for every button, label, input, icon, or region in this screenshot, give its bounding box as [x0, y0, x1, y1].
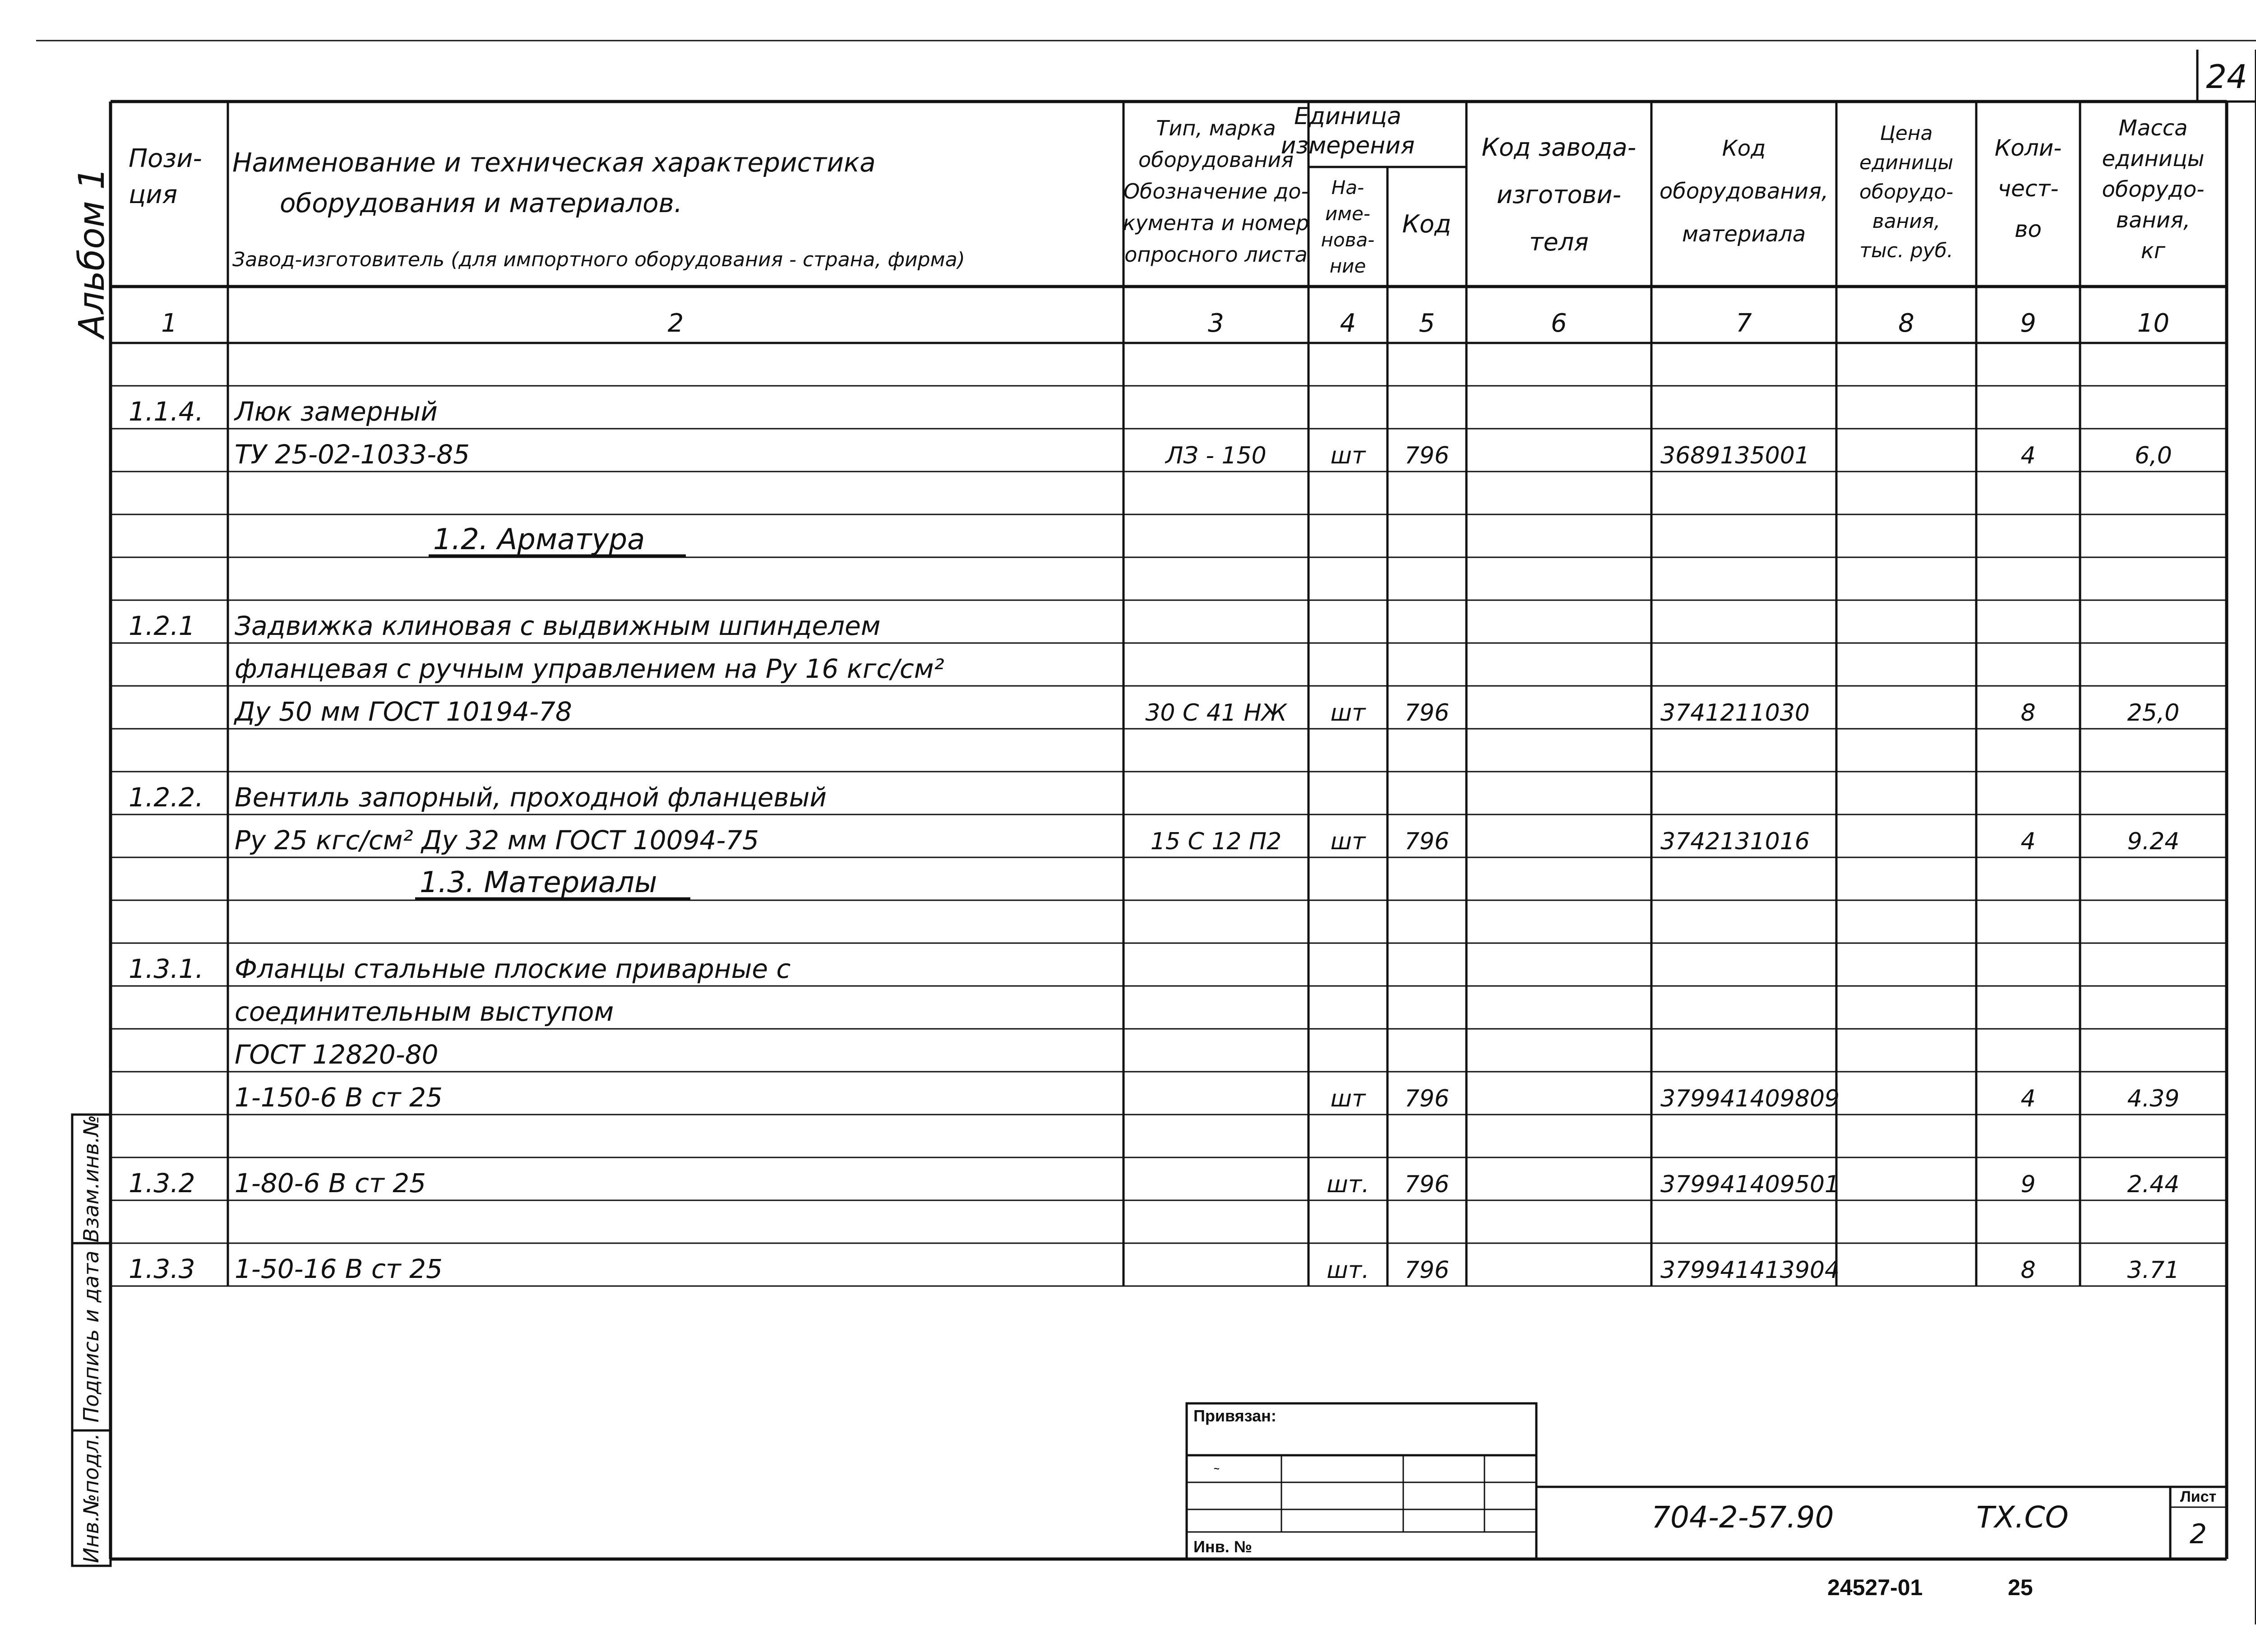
table-row: [129, 1254, 2179, 1284]
header-price: вания,: [1872, 210, 1941, 233]
row-quantity: 4: [2020, 828, 2036, 855]
row-unit-code: 796: [1404, 442, 1450, 469]
column-number: 9: [2020, 309, 2036, 338]
table-row: [235, 1039, 439, 1070]
row-unit: шт: [1330, 442, 1366, 469]
row-material-code: 3742131016: [1660, 828, 1810, 855]
header-type: Обозначение до-: [1123, 179, 1309, 204]
row-name: фланцевая с ручным управлением на Ру 16 кгс/см²: [235, 653, 944, 684]
header-position: Пози-: [129, 144, 202, 173]
row-unit-code: 796: [1404, 828, 1450, 855]
column-number: 6: [1551, 309, 1567, 338]
header-equipment-code: Код: [1722, 136, 1766, 161]
header-price: тыс. руб.: [1859, 239, 1953, 262]
header-price: единицы: [1859, 151, 1954, 174]
header-quantity: чест-: [1997, 176, 2059, 202]
row-mass: 9.24: [2127, 828, 2180, 855]
table-row: [429, 523, 686, 556]
column-number: 10: [2137, 309, 2170, 338]
row-unit-code: 796: [1404, 1257, 1450, 1284]
row-type: 30 С 41 НЖ: [1145, 699, 1287, 727]
row-name: Ру 25 кгс/см² Ду 32 мм ГОСТ 10094-75: [235, 825, 759, 856]
podpis-data-label: Подпись и дата: [79, 1250, 103, 1423]
row-unit-code: 796: [1404, 1171, 1450, 1198]
row-mass: 2.44: [2127, 1171, 2180, 1198]
row-quantity: 8: [2020, 699, 2036, 727]
inv-no-label: Инв. №: [1193, 1537, 1252, 1556]
row-quantity: 4: [2020, 442, 2036, 469]
header-unit-name: име-: [1325, 203, 1370, 225]
row-unit: шт.: [1327, 1257, 1369, 1284]
row-position: 1.3.1.: [129, 953, 204, 984]
document-mark: ТХ.СО: [1976, 1500, 2069, 1535]
row-quantity: 4: [2020, 1085, 2036, 1112]
vzam-inv-label: Взам.инв.№: [79, 1115, 103, 1243]
header-unit-name: ние: [1329, 255, 1366, 277]
header-unit-group: измерения: [1281, 132, 1415, 159]
header-equipment-code: материала: [1682, 222, 1806, 247]
document-code: 704-2-57.90: [1651, 1500, 1834, 1535]
table-row: [129, 611, 881, 641]
row-name: Задвижка клиновая с выдвижным шпинделем: [235, 611, 881, 641]
header-name: Наименование и техническая характеристика: [232, 147, 876, 178]
row-material-code: 379941413904: [1660, 1257, 1840, 1284]
row-unit: шт: [1330, 699, 1366, 727]
archive-page: 25: [2008, 1575, 2033, 1600]
row-name: 1-50-16 В ст 25: [235, 1254, 443, 1284]
table-header: [129, 103, 2205, 338]
header-unit-name: нова-: [1321, 229, 1375, 251]
row-mass: 4.39: [2127, 1085, 2180, 1112]
row-name: Ду 50 мм ГОСТ 10194-78: [235, 696, 572, 727]
row-material-code: 379941409501: [1660, 1171, 1840, 1198]
row-material-code: 3689135001: [1660, 442, 1810, 469]
row-quantity: 9: [2020, 1171, 2036, 1198]
row-unit: шт: [1330, 1085, 1366, 1112]
row-name: Люк замерный: [235, 396, 438, 427]
table-row: [235, 653, 944, 684]
row-unit: шт.: [1327, 1171, 1369, 1198]
row-position: 1.1.4.: [129, 396, 204, 427]
header-unit-code: Код: [1402, 210, 1452, 238]
header-position: ция: [129, 180, 178, 209]
row-name: соединительным выступом: [235, 996, 614, 1027]
section-title: 1.3. Материалы: [420, 866, 657, 899]
sheet-number-top: 24: [2206, 58, 2247, 96]
column-number: 2: [667, 309, 684, 338]
header-mass: кг: [2140, 238, 2166, 264]
row-material-code: 379941409809: [1660, 1085, 1840, 1112]
column-number: 3: [1208, 309, 1224, 338]
archive-code: 24527-01: [1827, 1575, 1923, 1600]
header-price: Цена: [1880, 122, 1933, 145]
header-equipment-code: оборудования,: [1659, 179, 1829, 204]
header-mass: Масса: [2118, 116, 2188, 141]
album-label: Альбом 1: [72, 167, 112, 338]
row-position: 1.3.2: [129, 1168, 195, 1199]
table-row: [233, 696, 2179, 727]
table-row: [129, 396, 438, 427]
table-row: [235, 825, 2179, 856]
row-name: 1-80-6 В ст 25: [235, 1168, 426, 1199]
row-name: ТУ 25-02-1033-85: [235, 439, 470, 470]
row-name: Фланцы стальные плоские приварные с: [235, 953, 791, 984]
title-block: [1187, 1403, 2227, 1559]
section-title: 1.2. Арматура: [433, 523, 645, 556]
column-number: 1: [161, 309, 177, 338]
column-number: 4: [1340, 309, 1356, 338]
header-mass: оборудо-: [2102, 177, 2205, 202]
table-row: [235, 1082, 2179, 1113]
header-mass: единицы: [2102, 146, 2205, 171]
row-type: 15 С 12 П2: [1150, 828, 1282, 855]
header-name: оборудования и материалов.: [280, 188, 683, 218]
header-type: кумента и номер: [1123, 211, 1309, 235]
row-quantity: 8: [2020, 1257, 2036, 1284]
list-label: Лист: [2180, 1488, 2217, 1505]
table-row: [235, 996, 614, 1027]
list-number: 2: [2189, 1518, 2207, 1550]
header-name: Завод-изготовитель (для импортного оборудования - страна, фирма): [232, 248, 965, 271]
header-unit-group: Единица: [1294, 103, 1401, 130]
table-row: [129, 782, 827, 813]
row-material-code: 3741211030: [1660, 699, 1810, 727]
row-position: 1.3.3: [129, 1254, 195, 1284]
table-row: [415, 866, 690, 899]
row-unit-code: 796: [1404, 1085, 1450, 1112]
side-stamp: [72, 1115, 111, 1566]
header-plant-code: теля: [1529, 228, 1589, 256]
header-plant-code: изготови-: [1496, 180, 1622, 209]
stamp-tick-mark: ~: [1214, 1463, 1220, 1474]
header-plant-code: Код завода-: [1481, 133, 1637, 162]
row-mass: 3.71: [2127, 1257, 2180, 1284]
row-name: Вентиль запорный, проходной фланцевый: [235, 782, 827, 813]
header-price: оборудо-: [1859, 180, 1954, 204]
row-mass: 6,0: [2135, 442, 2172, 469]
row-name: ГОСТ 12820-80: [235, 1039, 439, 1070]
header-type: оборудования: [1138, 148, 1294, 172]
row-unit-code: 796: [1404, 699, 1450, 727]
column-number: 7: [1736, 309, 1752, 338]
row-name: 1-150-6 В ст 25: [235, 1082, 443, 1113]
header-quantity: во: [2014, 216, 2042, 242]
header-type: опросного листа: [1124, 242, 1308, 267]
table-row: [235, 439, 2172, 470]
header-quantity: Коли-: [1994, 135, 2062, 161]
privyazan-label: Привязан:: [1193, 1407, 1276, 1425]
inv-podl-label: Инв.№подл.: [79, 1433, 103, 1564]
table-row: [129, 1168, 2179, 1199]
column-number: 8: [1898, 309, 1914, 338]
row-position: 1.2.1: [129, 611, 195, 641]
table-body: [129, 396, 2179, 1284]
header-type: Тип, марка: [1156, 116, 1276, 140]
row-position: 1.2.2.: [129, 782, 204, 813]
row-unit: шт: [1330, 828, 1366, 855]
header-mass: вания,: [2116, 208, 2191, 233]
row-mass: 25,0: [2127, 699, 2180, 727]
header-unit-name: На-: [1331, 176, 1364, 199]
row-type: ЛЗ - 150: [1165, 442, 1267, 469]
column-number: 5: [1419, 309, 1435, 338]
